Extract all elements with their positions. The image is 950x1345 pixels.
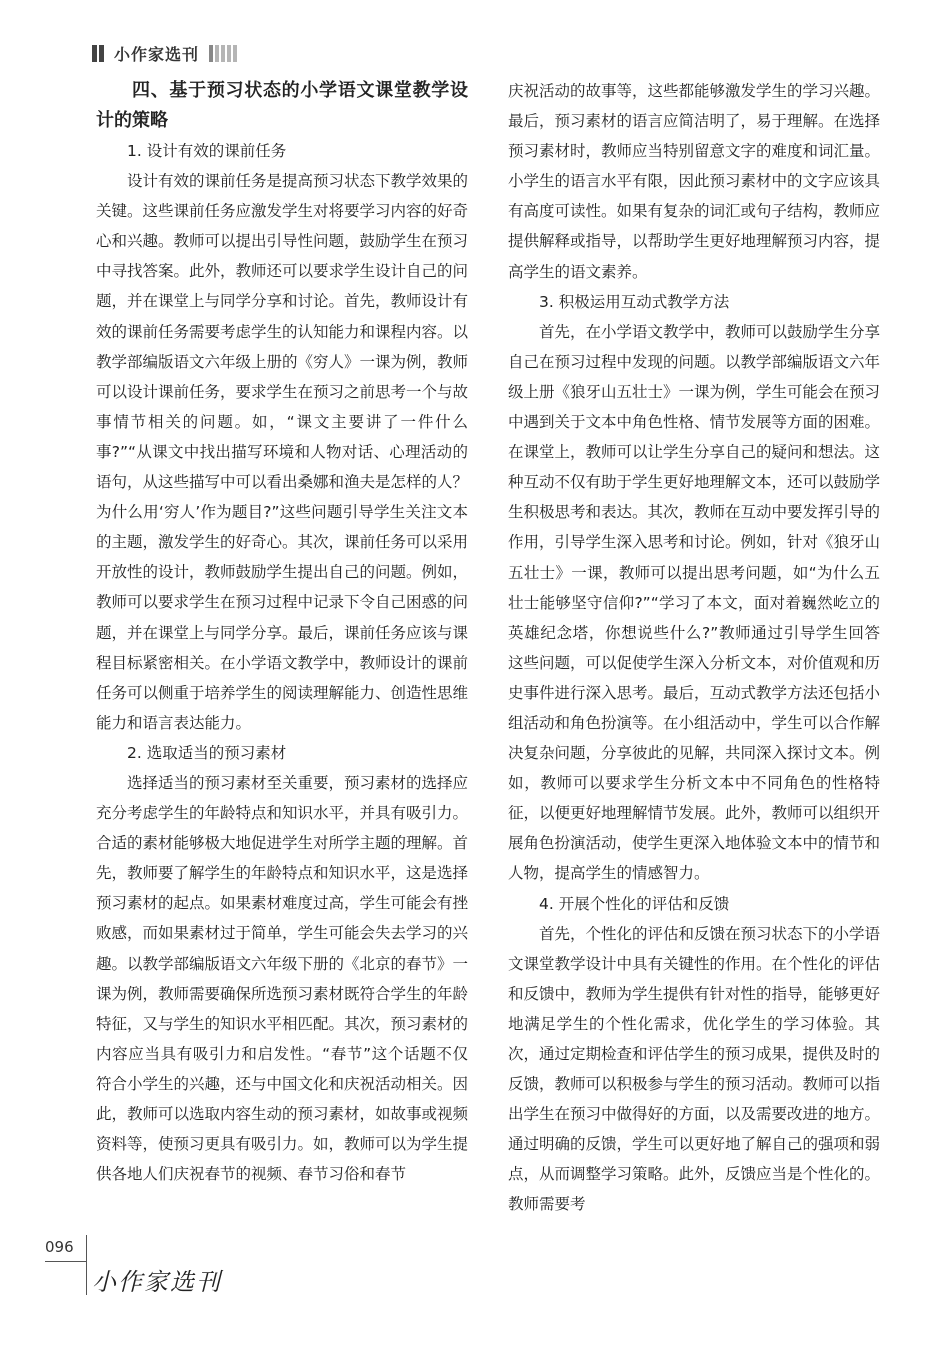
subsection-title-3: 3. 积极运用互动式教学方法 bbox=[539, 292, 730, 311]
subsection-title-4: 4. 开展个性化的评估和反馈 bbox=[539, 894, 730, 913]
header-bars-right-icon bbox=[209, 45, 237, 62]
left-column bbox=[96, 76, 468, 1189]
subsection-title-1: 1. 设计有效的课前任务 bbox=[127, 142, 287, 160]
header-bars-left-icon bbox=[92, 45, 104, 62]
subsection-title-2: 2. 选取适当的预习素材 bbox=[127, 743, 287, 762]
paragraph-4: 首先，个性化的评估和反馈在预习状态下的小学语文课堂教学设计中具有关键性的作用。在个性化的评估和反馈中，教师为学生提供有针对性的指导，能够更好地满足学生的个性化需求，优化学生的学习体验。其次，通过定期检查和评估学生的预习成果，提供及时的反馈，教师可以积极参与学生的预习活动。教师可以指出学生在预习中做得好的方面，以及需要改进的地方。通过明确的反馈，学生可以更好地了解自己的强项和弱点，从而调整学习策略。此外，反馈应当是个性化的。教师需要考 bbox=[508, 924, 881, 1214]
page-number: 096 bbox=[45, 1238, 74, 1256]
section-title: 四、基于预习状态的小学语文课堂教学设计的策略 bbox=[96, 80, 468, 131]
paragraph-3: 首先，在小学语文教学中，教师可以鼓励学生分享自己在预习过程中发现的问题。以教学部编版语文六年级上册《狼牙山五壮士》一课为例，学生可能会在预习中遇到关于文本中角色性格、情节发展等方面的困难。在课堂上，教师可以让学生分享自己的疑问和想法。这种互动不仅有助于学生更好地理解文本，还可以鼓励学生积极思考和表达。其次，教师在互动中要发挥引导的作用，引导学生深入思考和讨论。例如，针对《狼牙山五壮士》一课，教师可以提出思考问题，如“为什么五壮士能够坚守信仰?”“学习了本文，面对着巍然屹立的英雄纪念塔，你想说些什么?”教师通过引导学生回答这些问题，可以促使学生深入分析文本，对价值观和历史事件进行深入思考。最后，互动式教学方法还包括小组活动和角色扮演等。在小组活动中，学生可以合作解决复杂问题，分享彼此的见解，共同深入探讨文本。例如，教师可以要求学生分析文本中不同角色的性格特征，以便更好地理解情节发展。此外，教师可以组织开展角色扮演活动，使学生更深入地体验文本中的情节和人物，提高学生的情感智力。 bbox=[508, 322, 881, 883]
running-header bbox=[92, 40, 237, 66]
footer-logo: 小作家选刊 bbox=[92, 1268, 222, 1296]
paragraph-2-continued: 庆祝活动的故事等，这些都能够激发学生的学习兴趣。最后，预习素材的语言应简洁明了，易于理解。在选择预习素材时，教师应当特别留意文字的难度和词汇量。小学生的语言水平有限，因此预习素材中的文字应该具有高度可读性。如果有复杂的词汇或句子结构，教师应提供解释或指导，以帮助学生更好地理解预习内容，提高学生的语文素养。 bbox=[508, 82, 881, 281]
footer-divider-horizontal bbox=[45, 1261, 86, 1262]
paragraph-2: 选择适当的预习素材至关重要，预习素材的选择应充分考虑学生的年龄特点和知识水平，并具有吸引力。合适的素材能够极大地促进学生对所学主题的理解。首先，教师要了解学生的年龄特点和知识水平，这是选择预习素材的起点。如果素材难度过高，学生可能会有挫败感，而如果素材过于简单，学生可能会失去学习的兴趣。以教学部编版语文六年级下册的《北京的春节》一课为例，教师需要确保所选预习素材既符合学生的年龄特征，又与学生的知识水平相匹配。其次，预习素材的内容应当具有吸引力和启发性。“春节”这个话题不仅符合小学生的兴趣，还与中国文化和庆祝活动相关。因此，教师可以选取内容生动的预习素材，如故事或视频资料等，使预习更具有吸引力。如，教师可以为学生提供各地人们庆祝春节的视频、春节习俗和春节 bbox=[96, 773, 469, 1184]
right-column bbox=[508, 76, 880, 1220]
footer-divider-vertical bbox=[86, 1235, 87, 1295]
journal-name: 小作家选刊 bbox=[114, 44, 200, 64]
paragraph-1: 设计有效的课前任务是提高预习状态下教学效果的关键。这些课前任务应激发学生对将要学习内容的好奇心和兴趣。教师可以提出引导性问题，鼓励学生在预习中寻找答案。此外，教师还可以要求学生设计自己的问题，并在课堂上与同学分享和讨论。首先，教师设计有效的课前任务需要考虑学生的认知能力和课程内容。以教学部编版语文六年级上册的《穷人》一课为例，教师可以设计课前任务，要求学生在预习之前思考一个与故事情节相关的问题。如，“课文主要讲了一件什么事?”“从课文中找出描写环境和人物对话、心理活动的语句，从这些描写中可以看出桑娜和渔夫是怎样的人？为什么用‘穷人’作为题目?”这些问题引导学生关注文本的主题，激发学生的好奇心。其次，课前任务可以采用开放性的设计，教师鼓励学生提出自己的问题。例如，教师可以要求学生在预习过程中记录下令自己困惑的问题，并在课堂上与同学分享。最后，课前任务应该与课程目标紧密相关。在小学语文教学中，教师设计的课前任务可以侧重于培养学生的阅读理解能力、创造性思维能力和语言表达能力。 bbox=[96, 172, 469, 732]
